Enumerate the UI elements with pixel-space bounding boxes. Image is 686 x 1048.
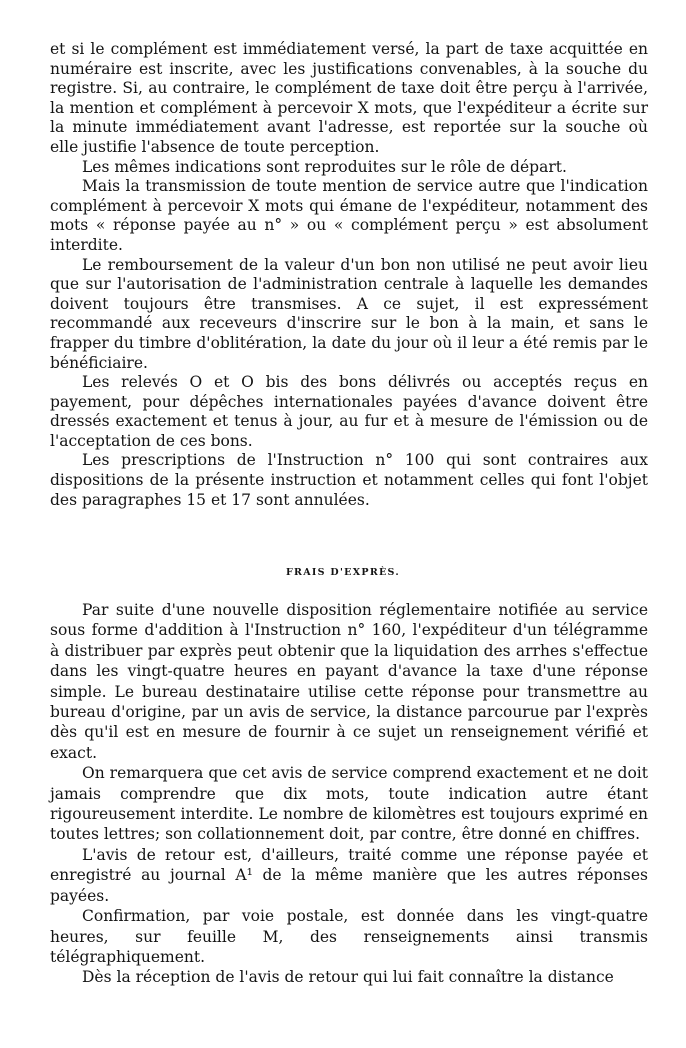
paragraph: Par suite d'une nouvelle disposition réglementaire notifiée au service sous forme d'addition à l'Instruction n° 160, l'expéditeur d'un télégramme à distribuer par exprès peut obtenir que la liquidation des arrhes s'effectue dans les vingt-quatre heures en payant d'avance la taxe d'une réponse simple. Le bureau destinataire utilise cette réponse pour transmettre au bureau d'origine, par un avis de service, la distance parcourue par l'exprès dès qu'il est en mesure de fournir à ce sujet un renseignement vérifié et exact. [50,601,648,762]
paragraph: Les mêmes indications sont reproduites sur le rôle de départ. [82,157,567,176]
section-heading: FRAIS D'EXPRÈS. [286,567,400,578]
paragraph: Dès la réception de l'avis de retour qui lui fait connaître la distance [82,968,614,987]
paragraph: Confirmation, par voie postale, est donnée dans les vingt-quatre heures, sur feuille M, des renseignements ainsi transmis télégraphiquement. [50,907,648,966]
paragraph: Le remboursement de la valeur d'un bon non utilisé ne peut avoir lieu que sur l'autorisation de l'administration centrale à laquelle les demandes doivent toujours être transmises. A ce sujet, il est expressément recommandé aux receveurs d'inscrire sur le bon à la main, et sans le frapper du timbre d'oblitération, la date du jour où il leur a été remis par le bénéficiaire. [50,255,648,372]
paragraph: On remarquera que cet avis de service comprend exactement et ne doit jamais comprendre que dix mots, toute indication autre étant rigoureusement interdite. Le nombre de kilomètres est toujours exprimé en toutes lettres; son collationnement doit, par contre, être donné en chiffres. [50,764,648,844]
paragraph: Mais la transmission de toute mention de service autre que l'indication complément à percevoir X mots qui émane de l'expéditeur, notamment des mots « réponse payée au n° » ou « complément perçu » est absolument interdite. [50,177,648,254]
section-body-frais-dexpres [50,600,648,988]
paragraph: Les relevés O et O bis des bons délivrés ou acceptés reçus en payement, pour dépêches internationales payées d'avance doivent être dressés exactement et tenus à jour, au fur et à mesure de l'émission ou de l'acceptation de ces bons. [50,373,648,450]
section-body-top [50,40,648,510]
paragraph: Les prescriptions de l'Instruction n° 100 qui sont contraires aux dispositions de la présente instruction et notamment celles qui font l'objet des paragraphes 15 et 17 sont annulées. [50,451,648,509]
paragraph: et si le complément est immédiatement versé, la part de taxe acquittée en numéraire est inscrite, avec les justifications convenables, à la souche du registre. Si, au contraire, le complément de taxe doit être perçu à l'arrivée, la mention et complément à percevoir X mots, que l'expéditeur a écrite sur la minute immédiatement avant l'adresse, est reportée sur la souche où elle justifie l'absence de toute perception. [50,40,648,156]
paragraph: L'avis de retour est, d'ailleurs, traité comme une réponse payée et enregistré au journal A¹ de la même manière que les autres réponses payées. [50,845,648,905]
